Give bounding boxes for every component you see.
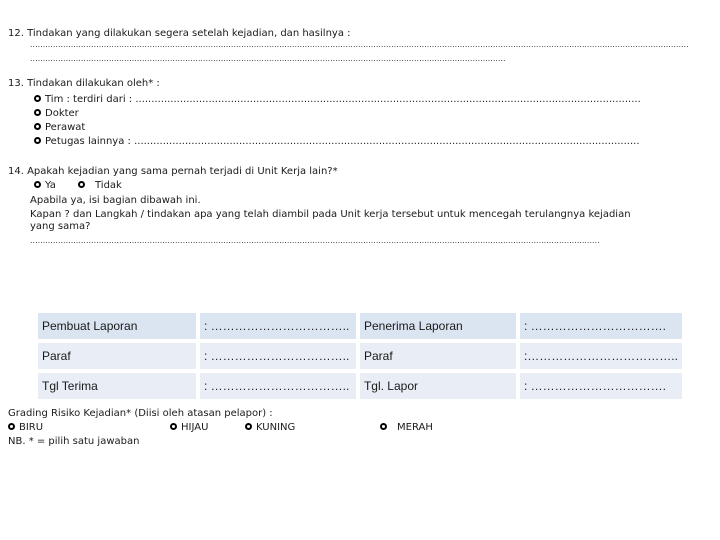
q14-option-ya-label: Ya: [45, 180, 56, 191]
grading-option-hijau[interactable]: [170, 422, 208, 434]
q13-option-perawat[interactable]: [34, 122, 85, 134]
field-paraf-pembuat[interactable]: : ……………………………..: [200, 343, 356, 369]
radio-bullet-icon[interactable]: [8, 423, 15, 430]
q13-option-dokter-label: Dokter: [45, 108, 79, 119]
field-tgl-terima[interactable]: : ……………………………..: [200, 373, 356, 399]
radio-bullet-icon[interactable]: [34, 123, 41, 130]
q12-answer-line-1[interactable]: ...................................................................................................................................................................................................................................................................: [30, 40, 689, 49]
label-penerima-laporan: Penerima Laporan: [360, 313, 516, 339]
label-pembuat-laporan: Pembuat Laporan: [38, 313, 196, 339]
table-row: [38, 313, 682, 339]
grading-option-biru[interactable]: [8, 422, 43, 434]
q14-option-tidak[interactable]: [78, 180, 122, 192]
radio-bullet-icon[interactable]: [380, 423, 387, 430]
q14-option-tidak-label: Tidak: [95, 180, 122, 191]
grading-option-kuning-label: KUNING: [256, 422, 296, 433]
radio-bullet-icon[interactable]: [34, 181, 41, 188]
q14-answer-line[interactable]: ................................................................................................................................................................................................................................: [30, 236, 600, 245]
radio-bullet-icon[interactable]: [34, 137, 41, 144]
grading-option-biru-label: BIRU: [19, 422, 44, 433]
q13-option-perawat-label: Perawat: [45, 122, 86, 133]
grading-option-hijau-label: HIJAU: [181, 422, 209, 433]
q13-option-tim[interactable]: [34, 94, 641, 106]
field-penerima-laporan[interactable]: : …………………………….: [520, 313, 682, 339]
grading-label: Grading Risiko Kejadian* (Diisi oleh atasan pelapor) :: [8, 408, 273, 419]
q13-option-tim-label: Tim : terdiri dari : ...............................................................................................................................................................: [45, 94, 641, 105]
label-paraf-pembuat: Paraf: [38, 343, 196, 369]
q14-note-2: Kapan ? dan Langkah / tindakan apa yang telah diambil pada Unit kerja tersebut untuk mencegah terulangnya kejadian yang sama?: [30, 209, 631, 232]
radio-bullet-icon[interactable]: [78, 181, 85, 188]
table-row: [38, 373, 682, 399]
radio-bullet-icon[interactable]: [170, 423, 177, 430]
signature-table: [34, 309, 686, 403]
label-paraf-penerima: Paraf: [360, 343, 516, 369]
q14-label: 14. Apakah kejadian yang sama pernah terjadi di Unit Kerja lain?*: [8, 166, 338, 177]
q13-option-dokter[interactable]: [34, 108, 79, 120]
label-tgl-terima: Tgl Terima: [38, 373, 196, 399]
grading-nb: NB. * = pilih satu jawaban: [8, 436, 140, 447]
grading-option-merah-label: MERAH: [397, 422, 433, 433]
radio-bullet-icon[interactable]: [34, 95, 41, 102]
q13-option-petugas-label: Petugas lainnya : ...............................................................................................................................................................: [45, 136, 640, 147]
field-paraf-penerima[interactable]: :………………………………..: [520, 343, 682, 369]
field-tgl-lapor[interactable]: : …………………………….: [520, 373, 682, 399]
grading-option-merah[interactable]: [380, 422, 433, 434]
q13-option-petugas[interactable]: [34, 136, 640, 148]
q14-note-1: Apabila ya, isi bagian dibawah ini.: [30, 195, 201, 206]
q13-label: 13. Tindakan dilakukan oleh* :: [8, 78, 160, 89]
field-pembuat-laporan[interactable]: : ……………………………..: [200, 313, 356, 339]
label-tgl-lapor: Tgl. Lapor: [360, 373, 516, 399]
radio-bullet-icon[interactable]: [34, 109, 41, 116]
q12-label: 12. Tindakan yang dilakukan segera setelah kejadian, dan hasilnya :: [8, 28, 351, 39]
table-row: [38, 343, 682, 369]
q12-answer-line-2[interactable]: ...........................................................................................................................................................................................: [30, 54, 506, 63]
radio-bullet-icon[interactable]: [245, 423, 252, 430]
q14-option-ya[interactable]: [34, 180, 56, 192]
grading-option-kuning[interactable]: [245, 422, 295, 434]
